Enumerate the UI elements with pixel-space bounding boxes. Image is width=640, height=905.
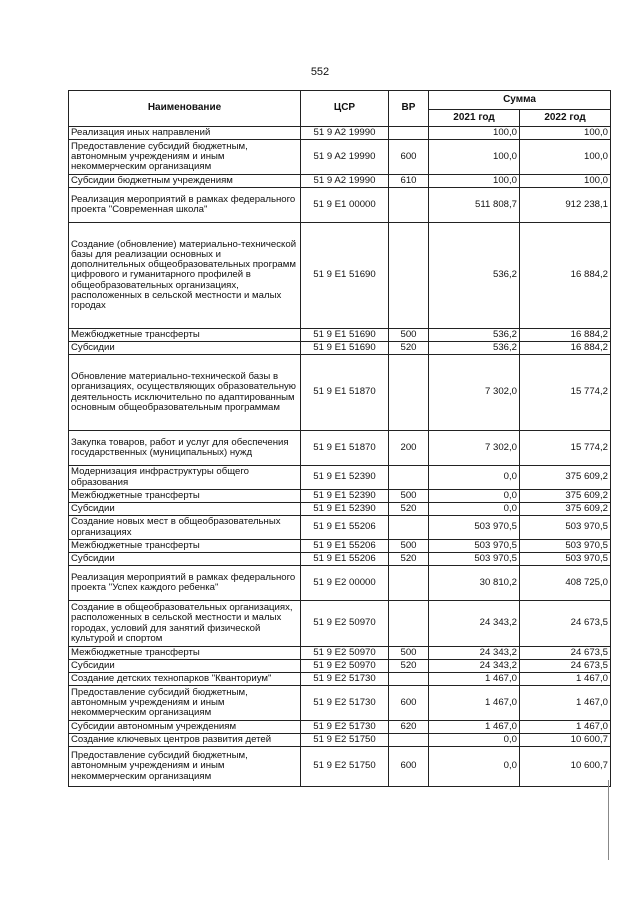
- row-vr: 520: [389, 660, 429, 673]
- row-vr: [389, 566, 429, 601]
- row-sum-2021: 503 970,5: [429, 553, 520, 566]
- row-sum-2021: 511 808,7: [429, 188, 520, 223]
- row-vr: [389, 516, 429, 540]
- row-name: Межбюджетные трансферты: [69, 490, 301, 503]
- table-row: [69, 223, 611, 329]
- row-vr: [389, 127, 429, 140]
- row-name: Предоставление субсидий бюджетным, автономным учреждениям и иным некоммерческим организациям: [69, 140, 301, 175]
- table-row: [69, 329, 611, 342]
- table-row: [69, 734, 611, 747]
- row-vr: [389, 466, 429, 490]
- table-row: [69, 355, 611, 431]
- row-vr: [389, 223, 429, 329]
- row-csr: 51 9 E1 55206: [301, 553, 389, 566]
- row-csr: 51 9 E2 51730: [301, 673, 389, 686]
- row-vr: 520: [389, 503, 429, 516]
- row-name: Межбюджетные трансферты: [69, 647, 301, 660]
- table-row: [69, 721, 611, 734]
- row-sum-2021: 24 343,2: [429, 601, 520, 647]
- table-row: [69, 673, 611, 686]
- row-sum-2021: 536,2: [429, 329, 520, 342]
- row-sum-2021: 100,0: [429, 175, 520, 188]
- row-sum-2021: 536,2: [429, 342, 520, 355]
- row-csr: 51 9 A2 19990: [301, 127, 389, 140]
- table-row: [69, 140, 611, 175]
- row-name: Создание (обновление) материально-технической базы для реализации основных и дополнительных общеобразовательных программ цифрового и гуманитарного профилей в общеобразовательных организациях, расположенных в сельской местности и малых городах: [69, 223, 301, 329]
- row-csr: 51 9 E1 55206: [301, 516, 389, 540]
- row-csr: 51 9 E1 51690: [301, 342, 389, 355]
- row-vr: 500: [389, 540, 429, 553]
- header-vr: ВР: [389, 91, 429, 127]
- table-row: [69, 540, 611, 553]
- row-csr: 51 9 E2 00000: [301, 566, 389, 601]
- table-row: [69, 516, 611, 540]
- row-sum-2022: 24 673,5: [520, 660, 611, 673]
- table-row: [69, 566, 611, 601]
- header-csr: ЦСР: [301, 91, 389, 127]
- row-csr: 51 9 E1 51870: [301, 431, 389, 466]
- row-vr: 500: [389, 647, 429, 660]
- row-sum-2021: 1 467,0: [429, 686, 520, 721]
- row-sum-2022: 24 673,5: [520, 647, 611, 660]
- row-sum-2022: 375 609,2: [520, 490, 611, 503]
- row-sum-2021: 536,2: [429, 223, 520, 329]
- table-body: [69, 127, 611, 787]
- row-sum-2021: 0,0: [429, 503, 520, 516]
- table-row: [69, 127, 611, 140]
- row-name: Предоставление субсидий бюджетным, автономным учреждениям и иным некоммерческим организациям: [69, 686, 301, 721]
- row-vr: 500: [389, 329, 429, 342]
- row-vr: 500: [389, 490, 429, 503]
- row-sum-2021: 24 343,2: [429, 647, 520, 660]
- table-row: [69, 747, 611, 787]
- row-sum-2022: 100,0: [520, 127, 611, 140]
- table-row: [69, 490, 611, 503]
- table-row: [69, 601, 611, 647]
- table-row: [69, 175, 611, 188]
- row-csr: 51 9 E1 51870: [301, 355, 389, 431]
- row-sum-2022: 16 884,2: [520, 329, 611, 342]
- row-name: Межбюджетные трансферты: [69, 329, 301, 342]
- row-vr: 520: [389, 342, 429, 355]
- row-sum-2021: 1 467,0: [429, 721, 520, 734]
- row-sum-2021: 503 970,5: [429, 540, 520, 553]
- row-sum-2021: 503 970,5: [429, 516, 520, 540]
- row-vr: [389, 734, 429, 747]
- row-csr: 51 9 E2 50970: [301, 647, 389, 660]
- row-name: Реализация мероприятий в рамках федерального проекта "Успех каждого ребенка": [69, 566, 301, 601]
- row-name: Обновление материально-технической базы в организациях, осуществляющих образовательную деятельность исключительно по адаптированным основным общеобразовательным программам: [69, 355, 301, 431]
- row-vr: [389, 673, 429, 686]
- table-row: [69, 466, 611, 490]
- row-vr: 600: [389, 140, 429, 175]
- row-vr: 520: [389, 553, 429, 566]
- row-csr: 51 9 E1 52390: [301, 490, 389, 503]
- row-vr: 600: [389, 747, 429, 787]
- row-sum-2022: 912 238,1: [520, 188, 611, 223]
- table-row: [69, 647, 611, 660]
- row-csr: 51 9 E2 51750: [301, 734, 389, 747]
- row-name: Субсидии: [69, 660, 301, 673]
- row-csr: 51 9 E2 51730: [301, 686, 389, 721]
- header-sum: Сумма: [429, 91, 611, 110]
- row-csr: 51 9 E2 51750: [301, 747, 389, 787]
- row-sum-2021: 0,0: [429, 490, 520, 503]
- row-sum-2022: 16 884,2: [520, 342, 611, 355]
- row-vr: [389, 188, 429, 223]
- header-name: Наименование: [69, 91, 301, 127]
- row-sum-2022: 503 970,5: [520, 553, 611, 566]
- row-sum-2022: 100,0: [520, 140, 611, 175]
- row-name: Субсидии: [69, 342, 301, 355]
- row-sum-2022: 10 600,7: [520, 747, 611, 787]
- row-name: Предоставление субсидий бюджетным, автономным учреждениям и иным некоммерческим организациям: [69, 747, 301, 787]
- row-csr: 51 9 E2 50970: [301, 601, 389, 647]
- row-sum-2021: 1 467,0: [429, 673, 520, 686]
- scan-edge-line: [608, 780, 609, 860]
- row-name: Межбюджетные трансферты: [69, 540, 301, 553]
- row-vr: [389, 601, 429, 647]
- row-sum-2022: 15 774,2: [520, 431, 611, 466]
- row-name: Субсидии автономным учреждениям: [69, 721, 301, 734]
- row-sum-2021: 30 810,2: [429, 566, 520, 601]
- row-name: Создание в общеобразовательных организациях, расположенных в сельской местности и малых городах, условий для занятий физической культурой и спортом: [69, 601, 301, 647]
- table-row: [69, 503, 611, 516]
- row-name: Создание ключевых центров развития детей: [69, 734, 301, 747]
- row-sum-2021: 0,0: [429, 734, 520, 747]
- row-name: Закупка товаров, работ и услуг для обеспечения государственных (муниципальных) нужд: [69, 431, 301, 466]
- row-sum-2022: 408 725,0: [520, 566, 611, 601]
- row-name: Реализация иных направлений: [69, 127, 301, 140]
- table-row: [69, 342, 611, 355]
- row-sum-2022: 375 609,2: [520, 503, 611, 516]
- budget-table: [68, 90, 611, 787]
- table-row: [69, 553, 611, 566]
- row-name: Субсидии: [69, 553, 301, 566]
- row-name: Реализация мероприятий в рамках федерального проекта "Современная школа": [69, 188, 301, 223]
- row-name: Создание детских технопарков "Кванториум": [69, 673, 301, 686]
- table-row: [69, 660, 611, 673]
- row-vr: 200: [389, 431, 429, 466]
- row-sum-2022: 24 673,5: [520, 601, 611, 647]
- row-name: Создание новых мест в общеобразовательных организациях: [69, 516, 301, 540]
- row-sum-2022: 1 467,0: [520, 673, 611, 686]
- row-sum-2021: 100,0: [429, 140, 520, 175]
- table-row: [69, 686, 611, 721]
- row-sum-2022: 503 970,5: [520, 516, 611, 540]
- row-csr: 51 9 E1 51690: [301, 223, 389, 329]
- row-csr: 51 9 E2 50970: [301, 660, 389, 673]
- row-csr: 51 9 E1 51690: [301, 329, 389, 342]
- row-sum-2021: 7 302,0: [429, 355, 520, 431]
- row-csr: 51 9 E2 51730: [301, 721, 389, 734]
- row-sum-2021: 24 343,2: [429, 660, 520, 673]
- row-sum-2022: 503 970,5: [520, 540, 611, 553]
- row-csr: 51 9 A2 19990: [301, 140, 389, 175]
- row-sum-2022: 16 884,2: [520, 223, 611, 329]
- row-name: Субсидии: [69, 503, 301, 516]
- row-vr: 620: [389, 721, 429, 734]
- row-csr: 51 9 E1 55206: [301, 540, 389, 553]
- row-csr: 51 9 E1 00000: [301, 188, 389, 223]
- row-csr: 51 9 E1 52390: [301, 466, 389, 490]
- row-sum-2021: 0,0: [429, 747, 520, 787]
- header-2021: 2021 год: [429, 110, 520, 127]
- row-sum-2021: 7 302,0: [429, 431, 520, 466]
- row-name: Модернизация инфраструктуры общего образования: [69, 466, 301, 490]
- page-number: 552: [310, 66, 330, 78]
- row-sum-2022: 1 467,0: [520, 721, 611, 734]
- row-sum-2022: 375 609,2: [520, 466, 611, 490]
- row-sum-2021: 0,0: [429, 466, 520, 490]
- table-row: [69, 431, 611, 466]
- row-sum-2022: 1 467,0: [520, 686, 611, 721]
- row-vr: 600: [389, 686, 429, 721]
- row-vr: [389, 355, 429, 431]
- row-sum-2022: 15 774,2: [520, 355, 611, 431]
- row-vr: 610: [389, 175, 429, 188]
- header-2022: 2022 год: [520, 110, 611, 127]
- table-row: [69, 188, 611, 223]
- row-csr: 51 9 E1 52390: [301, 503, 389, 516]
- row-sum-2022: 10 600,7: [520, 734, 611, 747]
- row-csr: 51 9 A2 19990: [301, 175, 389, 188]
- row-sum-2022: 100,0: [520, 175, 611, 188]
- row-sum-2021: 100,0: [429, 127, 520, 140]
- row-name: Субсидии бюджетным учреждениям: [69, 175, 301, 188]
